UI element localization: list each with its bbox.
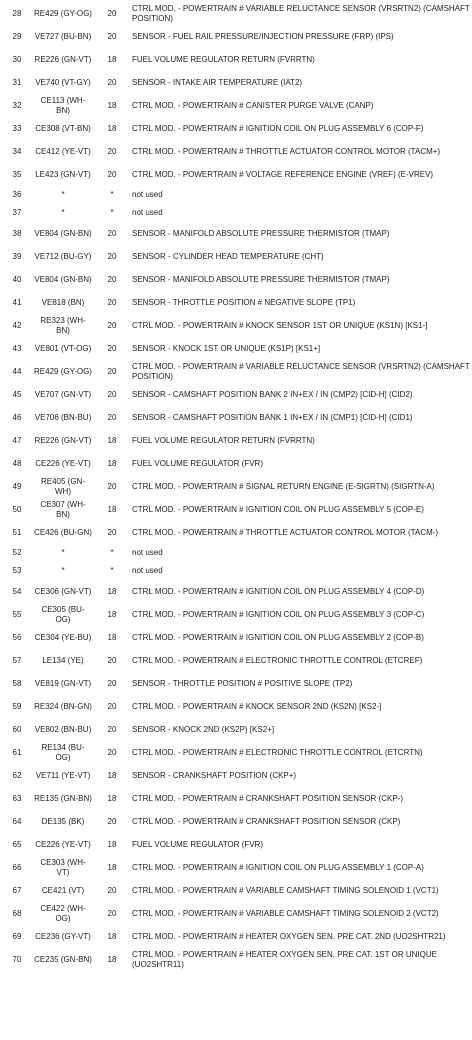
table-row [0,649,472,672]
wire-gauge-cell: 20 [107,885,117,895]
circuit-code-cell: VE804 (GN-BN) [34,228,92,238]
wire-gauge-cell: 18 [107,839,117,849]
wire-gauge-cell: 18 [107,632,117,642]
table-row [0,71,472,94]
pin-number-cell: 38 [12,228,22,238]
circuit-code-cell: RE226 (GN-VT) [34,54,92,64]
circuit-code-cell: * [61,566,65,576]
pin-number-cell: 36 [12,190,22,200]
circuit-description-cell: CTRL MOD. - POWERTRAIN # ELECTRONIC THROTTLE CONTROL (ETCRTN) [132,747,423,757]
circuit-description-cell: SENSOR - MANIFOLD ABSOLUTE PRESSURE THERMISTOR (TMAP) [132,228,390,238]
pin-number-cell: 52 [12,548,22,558]
circuit-code-cell: CE306 (GN-VT) [34,586,92,596]
circuit-description-cell: SENSOR - FUEL RAIL PRESSURE/INJECTION PRESSURE (FRP) (IPS) [132,31,394,41]
pin-number-cell: 37 [12,208,22,218]
table-row [0,695,472,718]
circuit-code-cell: CE305 (BU-OG) [41,605,85,624]
wire-gauge-cell: * [110,566,114,576]
table-row [0,163,472,186]
pin-number-cell: 44 [12,366,22,376]
circuit-description-cell: CTRL MOD. - POWERTRAIN # HEATER OXYGEN SEN. PRE CAT. 2ND (UO2SHTR21) [132,931,446,941]
table-row [0,186,472,204]
circuit-code-cell: * [61,548,65,558]
circuit-description-cell: CTRL MOD. - POWERTRAIN # CRANKSHAFT POSITION SENSOR (CKP) [132,816,401,826]
circuit-description-cell: SENSOR - INTAKE AIR TEMPERATURE (IAT2) [132,77,303,87]
circuit-code-cell: RE323 (WH-BN) [40,316,86,335]
circuit-code-cell: VE801 (VT-OG) [34,343,92,353]
circuit-code-cell: CE412 (YE-VT) [35,146,91,156]
circuit-description-cell: SENSOR - CAMSHAFT POSITION BANK 1 IN+EX / IN (CMP1) [CID-H] (CID1) [132,412,413,422]
wire-gauge-cell: 20 [107,747,117,757]
table-row [0,787,472,810]
circuit-code-cell: VE706 (BN-BU) [34,412,92,422]
pin-number-cell: 40 [12,274,22,284]
wire-gauge-cell: 20 [107,31,117,41]
circuit-description-cell: SENSOR - CYLINDER HEAD TEMPERATURE (CHT) [132,251,324,261]
connector-pinout-table [0,2,472,971]
circuit-code-cell: * [61,190,65,200]
circuit-code-cell: VE740 (VT-GY) [35,77,91,87]
circuit-code-cell: RE429 (GY-OG) [34,8,92,18]
circuit-code-cell: CE226 (YE-VT) [35,458,91,468]
pin-number-cell: 54 [12,586,22,596]
pin-number-cell: 47 [12,435,22,445]
table-row [0,452,472,475]
pin-number-cell: 53 [12,566,22,576]
table-row [0,383,472,406]
pin-number-cell: 62 [12,770,22,780]
pin-number-cell: 60 [12,724,22,734]
circuit-description-cell: CTRL MOD. - POWERTRAIN # CRANKSHAFT POSITION SENSOR (CKP-) [132,793,403,803]
pin-number-cell: 68 [12,908,22,918]
circuit-code-cell: VE707 (GN-VT) [34,389,92,399]
table-row [0,475,472,498]
circuit-description-cell: CTRL MOD. - POWERTRAIN # KNOCK SENSOR 1ST OR UNIQUE (KS1N) [KS1-] [132,320,428,330]
wire-gauge-cell: 20 [107,678,117,688]
wire-gauge-cell: 18 [107,435,117,445]
pin-number-cell: 48 [12,458,22,468]
table-row [0,764,472,787]
circuit-description-cell: not used [132,566,163,576]
table-row [0,406,472,429]
table-row [0,833,472,856]
circuit-description-cell: CTRL MOD. - POWERTRAIN # THROTTLE ACTUATOR CONTROL MOTOR (TACM+) [132,146,441,156]
wire-gauge-cell: 20 [107,816,117,826]
circuit-code-cell: CE304 (YE-BU) [34,632,92,642]
pin-number-cell: 61 [12,747,22,757]
wire-gauge-cell: 18 [107,862,117,872]
circuit-description-cell: CTRL MOD. - POWERTRAIN # VARIABLE CAMSHAFT TIMING SOLENOID 1 (VCT1) [132,885,439,895]
wire-gauge-cell: 18 [107,793,117,803]
table-row [0,429,472,452]
circuit-code-cell: RE134 (BU-OG) [41,743,85,762]
circuit-code-cell: CE421 (VT) [41,885,85,895]
pin-number-cell: 29 [12,31,22,41]
circuit-code-cell: CE426 (BU-GN) [34,527,92,537]
circuit-code-cell: CE308 (VT-BN) [35,123,91,133]
circuit-description-cell: not used [132,190,163,200]
wire-gauge-cell: 20 [107,908,117,918]
circuit-code-cell: VE804 (GN-BN) [34,274,92,284]
wire-gauge-cell: 20 [107,169,117,179]
table-row [0,140,472,163]
pin-number-cell: 58 [12,678,22,688]
circuit-code-cell: CE307 (WH-BN) [40,500,86,519]
circuit-description-cell: CTRL MOD. - POWERTRAIN # THROTTLE ACTUATOR CONTROL MOTOR (TACM-) [132,527,439,537]
circuit-code-cell: VE818 (BN) [41,297,85,307]
table-row [0,741,472,764]
table-row [0,2,472,25]
pin-number-cell: 67 [12,885,22,895]
table-row [0,291,472,314]
pin-number-cell: 70 [12,954,22,964]
table-row [0,562,472,580]
wire-gauge-cell: 18 [107,931,117,941]
wire-gauge-cell: 18 [107,123,117,133]
circuit-description-cell: FUEL VOLUME REGULATOR (FVR) [132,458,263,468]
circuit-code-cell: LE134 (YE) [42,655,84,665]
circuit-code-cell: VE712 (BU-GY) [34,251,92,261]
circuit-code-cell: VE711 (YE-VT) [35,770,91,780]
table-row [0,672,472,695]
circuit-code-cell: VE802 (BN-BU) [34,724,92,734]
circuit-code-cell: RE429 (GY-OG) [34,366,92,376]
pin-number-cell: 34 [12,146,22,156]
circuit-description-cell: FUEL VOLUME REGULATOR RETURN (FVRRTN) [132,54,315,64]
circuit-description-cell: CTRL MOD. - POWERTRAIN # IGNITION COIL ON PLUG ASSEMBLY 2 (COP-B) [132,632,424,642]
pin-number-cell: 51 [12,527,22,537]
pinout-table-body [0,2,472,971]
wire-gauge-cell: 18 [107,609,117,619]
circuit-code-cell: * [61,208,65,218]
table-row [0,314,472,337]
circuit-description-cell: CTRL MOD. - POWERTRAIN # VOLTAGE REFERENCE ENGINE (VREF) (E-VREV) [132,169,434,179]
circuit-description-cell: SENSOR - CRANKSHAFT POSITION (CKP+) [132,770,297,780]
pin-number-cell: 69 [12,931,22,941]
pin-number-cell: 41 [12,297,22,307]
circuit-code-cell: CE226 (YE-VT) [35,839,91,849]
pin-number-cell: 32 [12,100,22,110]
table-row [0,902,472,925]
wire-gauge-cell: 20 [107,527,117,537]
pin-number-cell: 50 [12,504,22,514]
circuit-code-cell: CE113 (WH-BN) [40,96,86,115]
circuit-code-cell: CE236 (GY-VT) [35,931,91,941]
table-row [0,360,472,383]
pin-number-cell: 46 [12,412,22,422]
table-row [0,48,472,71]
wire-gauge-cell: 18 [107,100,117,110]
circuit-description-cell: CTRL MOD. - POWERTRAIN # VARIABLE RELUCTANCE SENSOR (VRSRTN2) (CAMSHAFT POSITION) [132,4,470,23]
wire-gauge-cell: 20 [107,77,117,87]
table-row [0,337,472,360]
pin-number-cell: 45 [12,389,22,399]
table-row [0,245,472,268]
pin-number-cell: 64 [12,816,22,826]
wire-gauge-cell: * [110,548,114,558]
pin-number-cell: 35 [12,169,22,179]
wire-gauge-cell: 20 [107,366,117,376]
circuit-description-cell: SENSOR - THROTTLE POSITION # NEGATIVE SLOPE (TP1) [132,297,356,307]
pin-number-cell: 39 [12,251,22,261]
wire-gauge-cell: * [110,190,114,200]
table-row [0,948,472,971]
wire-gauge-cell: 18 [107,954,117,964]
table-row [0,25,472,48]
circuit-description-cell: CTRL MOD. - POWERTRAIN # VARIABLE CAMSHAFT TIMING SOLENOID 2 (VCT2) [132,908,439,918]
circuit-code-cell: RE135 (GN-BN) [34,793,92,803]
circuit-code-cell: CE235 (GN-BN) [34,954,92,964]
pin-number-cell: 33 [12,123,22,133]
circuit-description-cell: CTRL MOD. - POWERTRAIN # VARIABLE RELUCTANCE SENSOR (VRSRTN2) (CAMSHAFT POSITION) [132,362,470,381]
wire-gauge-cell: 20 [107,724,117,734]
pin-number-cell: 42 [12,320,22,330]
table-row [0,718,472,741]
circuit-description-cell: CTRL MOD. - POWERTRAIN # KNOCK SENSOR 2ND (KS2N) [KS2-] [132,701,382,711]
pin-number-cell: 55 [12,609,22,619]
pin-number-cell: 59 [12,701,22,711]
table-row [0,268,472,291]
table-row [0,879,472,902]
circuit-code-cell: RE405 (GN-WH) [40,477,85,496]
circuit-description-cell: CTRL MOD. - POWERTRAIN # IGNITION COIL ON PLUG ASSEMBLY 3 (COP-C) [132,609,425,619]
wire-gauge-cell: 20 [107,320,117,330]
table-row [0,544,472,562]
table-row [0,810,472,833]
circuit-description-cell: SENSOR - KNOCK 1ST OR UNIQUE (KS1P) [KS1+] [132,343,321,353]
wire-gauge-cell: 20 [107,146,117,156]
table-row [0,204,472,222]
pin-number-cell: 66 [12,862,22,872]
circuit-description-cell: SENSOR - THROTTLE POSITION # POSITIVE SLOPE (TP2) [132,678,353,688]
table-row [0,603,472,626]
circuit-description-cell: not used [132,208,163,218]
wire-gauge-cell: 18 [107,458,117,468]
pin-number-cell: 28 [12,8,22,18]
table-row [0,498,472,521]
pin-number-cell: 57 [12,655,22,665]
wire-gauge-cell: 18 [107,586,117,596]
circuit-description-cell: CTRL MOD. - POWERTRAIN # CANISTER PURGE VALVE (CANP) [132,100,374,110]
wire-gauge-cell: 18 [107,770,117,780]
pin-number-cell: 30 [12,54,22,64]
circuit-code-cell: CE303 (WH-VT) [40,858,86,877]
pin-number-cell: 65 [12,839,22,849]
circuit-description-cell: CTRL MOD. - POWERTRAIN # IGNITION COIL ON PLUG ASSEMBLY 5 (COP-E) [132,504,424,514]
circuit-description-cell: SENSOR - CAMSHAFT POSITION BANK 2 IN+EX / IN (CMP2) [CID-H] (CID2) [132,389,413,399]
circuit-description-cell: SENSOR - KNOCK 2ND (KS2P) [KS2+] [132,724,275,734]
wire-gauge-cell: 20 [107,297,117,307]
circuit-description-cell: CTRL MOD. - POWERTRAIN # ELECTRONIC THROTTLE CONTROL (ETCREF) [132,655,423,665]
wire-gauge-cell: 20 [107,655,117,665]
circuit-description-cell: not used [132,548,163,558]
circuit-code-cell: CE422 (WH-OG) [40,904,86,923]
circuit-description-cell: CTRL MOD. - POWERTRAIN # SIGNAL RETURN ENGINE (E-SIGRTN) (SIGRTN-A) [132,481,435,491]
circuit-code-cell: VE819 (GN-VT) [34,678,92,688]
circuit-code-cell: DE135 (BK) [41,816,85,826]
circuit-code-cell: VE727 (BU-BN) [34,31,92,41]
circuit-code-cell: RE324 (BN-GN) [34,701,92,711]
wire-gauge-cell: 20 [107,412,117,422]
table-row [0,222,472,245]
circuit-code-cell: LE423 (GN-VT) [35,169,91,179]
wire-gauge-cell: 20 [107,251,117,261]
circuit-description-cell: CTRL MOD. - POWERTRAIN # IGNITION COIL ON PLUG ASSEMBLY 6 (COP-F) [132,123,424,133]
wire-gauge-cell: 20 [107,481,117,491]
table-row [0,117,472,140]
table-row [0,856,472,879]
table-row [0,626,472,649]
circuit-description-cell: CTRL MOD. - POWERTRAIN # IGNITION COIL ON PLUG ASSEMBLY 4 (COP-D) [132,586,425,596]
pin-number-cell: 31 [12,77,22,87]
wire-gauge-cell: 20 [107,274,117,284]
table-row [0,94,472,117]
circuit-description-cell: SENSOR - MANIFOLD ABSOLUTE PRESSURE THERMISTOR (TMAP) [132,274,390,284]
wire-gauge-cell: 20 [107,701,117,711]
pin-number-cell: 43 [12,343,22,353]
pin-number-cell: 56 [12,632,22,642]
circuit-code-cell: RE226 (GN-VT) [34,435,92,445]
wire-gauge-cell: 18 [107,54,117,64]
circuit-description-cell: CTRL MOD. - POWERTRAIN # IGNITION COIL ON PLUG ASSEMBLY 1 (COP-A) [132,862,424,872]
circuit-description-cell: FUEL VOLUME REGULATOR (FVR) [132,839,263,849]
wire-gauge-cell: * [110,208,114,218]
table-row [0,580,472,603]
wire-gauge-cell: 20 [107,8,117,18]
circuit-description-cell: CTRL MOD. - POWERTRAIN # HEATER OXYGEN SEN. PRE CAT. 1ST OR UNIQUE (UO2SHTR11) [132,950,437,969]
circuit-description-cell: FUEL VOLUME REGULATOR RETURN (FVRRTN) [132,435,315,445]
table-row [0,521,472,544]
pin-number-cell: 63 [12,793,22,803]
wire-gauge-cell: 18 [107,504,117,514]
wire-gauge-cell: 20 [107,343,117,353]
table-row [0,925,472,948]
pin-number-cell: 49 [12,481,22,491]
wire-gauge-cell: 20 [107,228,117,238]
wire-gauge-cell: 20 [107,389,117,399]
